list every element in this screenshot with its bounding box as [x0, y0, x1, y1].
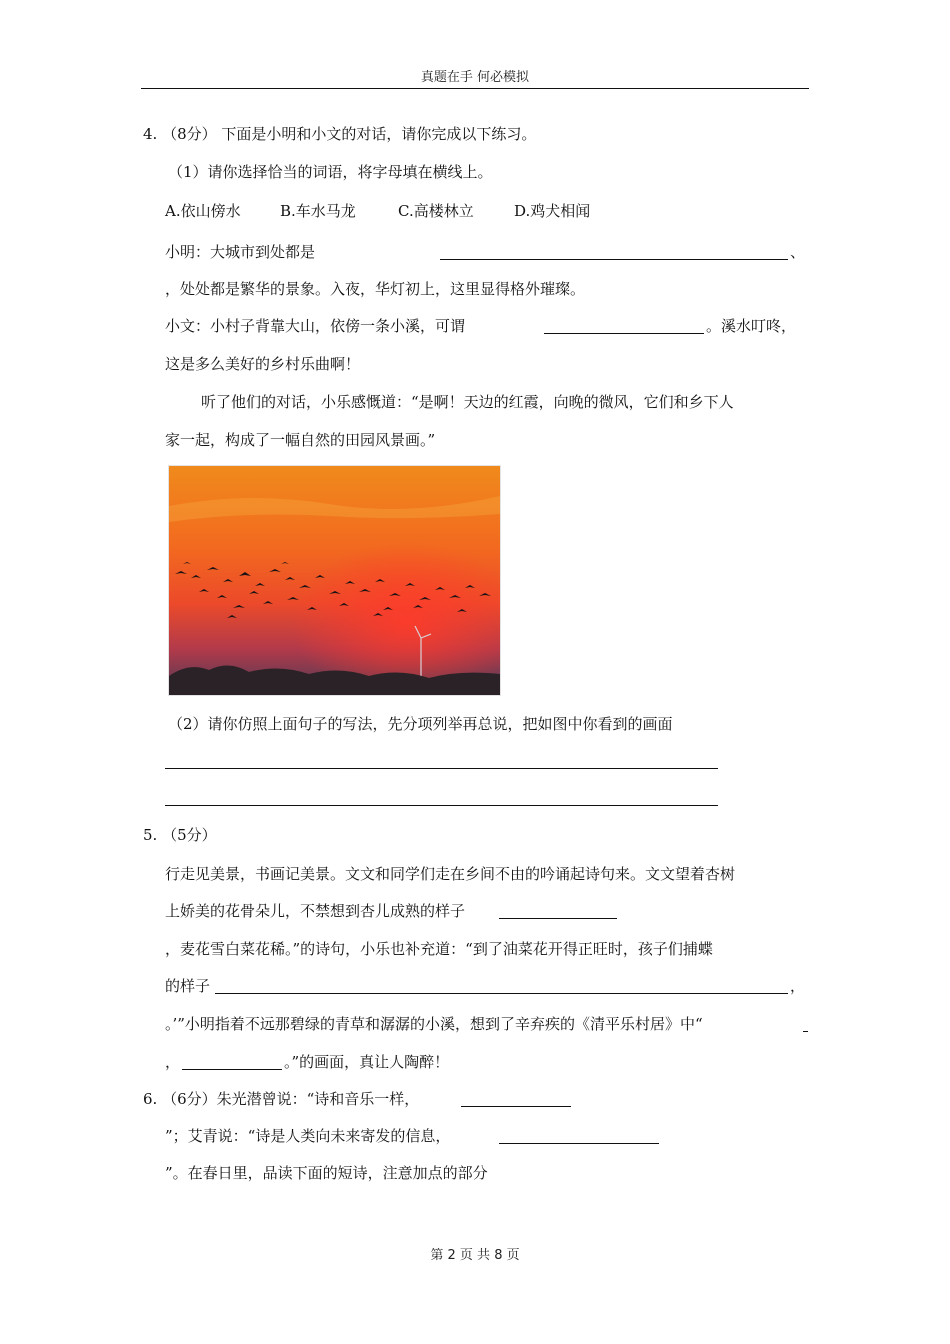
option-b: B.车水马龙	[280, 202, 356, 220]
blank-butterfly[interactable]	[215, 993, 788, 994]
blank-poem-start[interactable]	[803, 1031, 808, 1032]
header-divider	[141, 88, 809, 89]
q6-line-3: ”。在春日里，品读下面的短诗，注意加点的部分	[165, 1164, 488, 1182]
blank-zhu[interactable]	[461, 1106, 571, 1107]
q6-line-1: 6. （6分）朱光潜曾说：“诗和音乐一样，	[143, 1090, 420, 1108]
q4-sub2: （2）请你仿照上面句子的写法，先分项列举再总说，把如图中你看到的画面	[168, 715, 673, 733]
q5-line-4a: 的样子	[165, 977, 211, 995]
xiaoming-comma: 、	[790, 243, 806, 261]
xiaoming-line-a: 小明：大城市到处都是	[165, 243, 316, 261]
q4-sub1: （1）请你选择恰当的词语，将字母填在横线上。	[168, 163, 493, 181]
option-c: C.高楼林立	[398, 202, 474, 220]
xiaowen-line-a: 小文：小村子背靠大山，依傍一条小溪，可谓	[165, 317, 466, 335]
answer-line-2[interactable]	[165, 805, 718, 806]
xiaole-line-a: 听了他们的对话，小乐感慨道：“是啊！天边的红霞，向晚的微风，它们和乡下人	[201, 393, 734, 411]
q5-title: 5. （5分）	[143, 826, 217, 844]
q5-line-1: 行走见美景，书画记美景。文文和同学们走在乡间不由的吟诵起诗句来。文文望着杏树	[165, 865, 736, 883]
option-d: D.鸡犬相闻	[514, 202, 591, 220]
sunset-birds-photo	[168, 465, 501, 696]
q5-line-4b: ，	[790, 977, 806, 995]
blank-ai[interactable]	[499, 1143, 659, 1144]
xiaowen-line-c: 这是多么美好的乡村乐曲啊！	[165, 355, 361, 373]
xiaoming-line-b: ，处处都是繁华的景象。入夜，华灯初上，这里显得格外璀璨。	[165, 280, 586, 298]
q5-line-2: 上娇美的花骨朵儿，不禁想到杏儿成熟的样子	[165, 902, 466, 920]
q5-line-6b: 。”的画面，真让人陶醉！	[284, 1053, 450, 1071]
blank-xiaoming[interactable]	[440, 259, 788, 260]
blank-xiaowen[interactable]	[544, 333, 704, 334]
q5-line-6a: ，	[165, 1053, 181, 1071]
q4-title: 4. （8分） 下面是小明和小文的对话，请你完成以下练习。	[143, 125, 537, 143]
option-a: A.依山傍水	[165, 202, 241, 220]
xiaowen-line-b: 。溪水叮咚，	[706, 317, 797, 335]
blank-apricot[interactable]	[499, 918, 617, 919]
page-footer: 第 2 页 共 8 页	[430, 1248, 520, 1263]
q5-line-5: 。’”小明指着不远那碧绿的青草和潺潺的小溪，想到了辛弃疾的《清平乐村居》中“	[165, 1015, 703, 1033]
q5-line-3: ，麦花雪白菜花稀。”的诗句，小乐也补充道：“到了油菜花开得正旺时，孩子们捕蝶	[165, 940, 713, 958]
page-header: 真题在手 何必模拟	[420, 70, 530, 85]
blank-poem[interactable]	[182, 1069, 282, 1070]
xiaole-line-b: 家一起，构成了一幅自然的田园风景画。”	[165, 431, 436, 449]
q6-line-2: ”；艾青说：“诗是人类向未来寄发的信息，	[165, 1127, 451, 1145]
answer-line-1[interactable]	[165, 768, 718, 769]
